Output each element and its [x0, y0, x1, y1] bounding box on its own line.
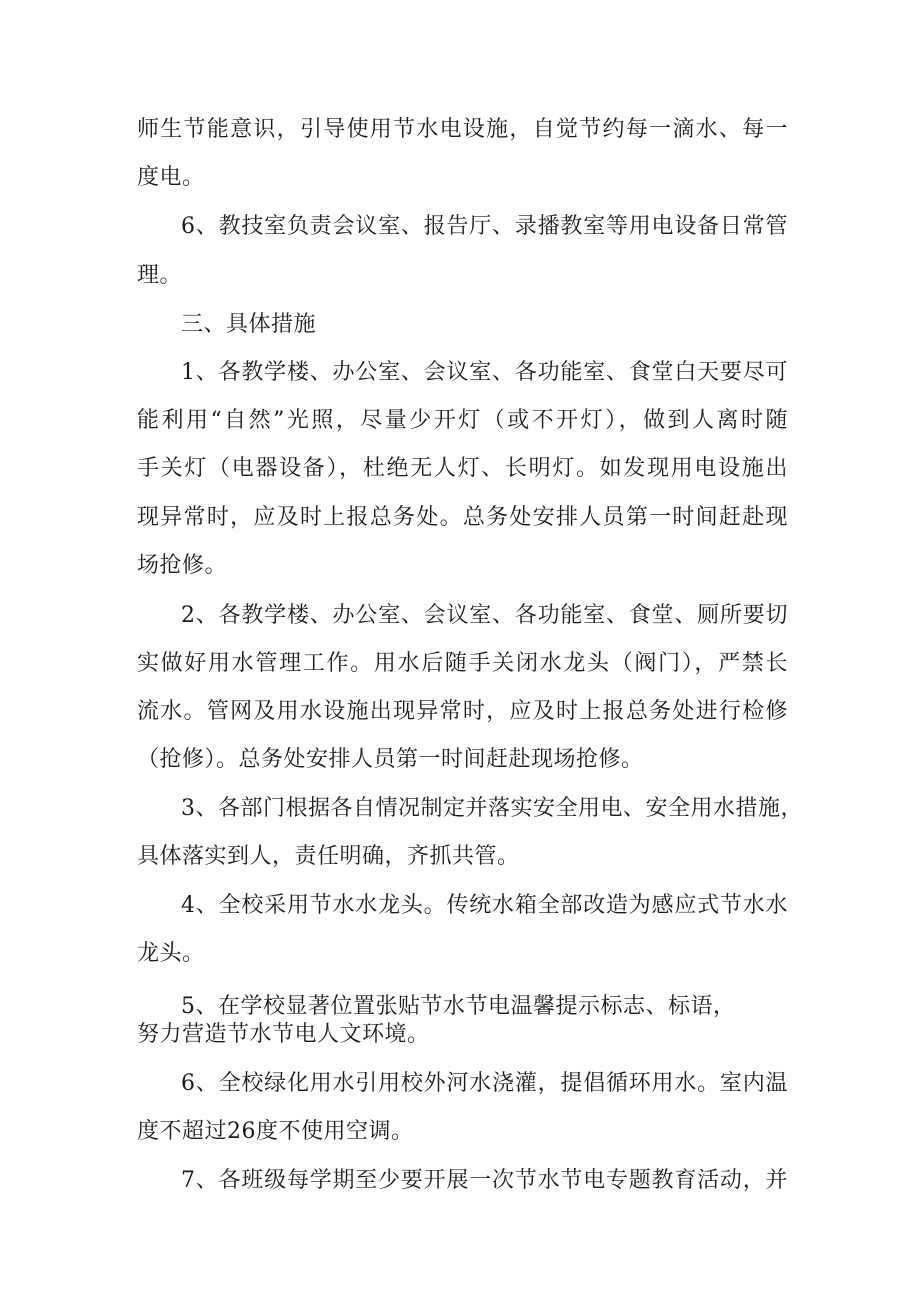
section-heading: 三、具体措施 — [181, 312, 317, 337]
text-line: 5、在学校显著位置张贴节水节电温馨提示标志、标语， — [181, 994, 736, 1019]
text-line: 2、各教学楼、办公室、会议室、各功能室、食堂、厕所要切 — [181, 603, 788, 628]
text-line: 6、全校绿化用水引用校外河水浇灌，提倡循环用水。室内温 — [181, 1071, 788, 1096]
text-line: 6、教技室负责会议室、报告厅、录播教室等用电设备日常管 — [181, 214, 788, 239]
text-line: 理。 — [137, 263, 183, 288]
text-line: 实做好用水管理工作。用水后随手关闭水龙头（阀门），严禁长 — [137, 651, 788, 676]
text-line: 龙头。 — [137, 941, 205, 966]
text-line: 1、各教学楼、办公室、会议室、各功能室、食堂白天要尽可 — [181, 360, 788, 385]
text-line: 现异常时，应及时上报总务处。总务处安排人员第一时间赶赴现 — [137, 505, 788, 530]
text-line: 度电。 — [137, 165, 205, 190]
text-line: 努力营造节水节电人文环境。 — [137, 1022, 430, 1047]
text-line: 师生节能意识，引导使用节水电设施，自觉节约每一滴水、每一 — [137, 117, 788, 142]
text-line: （抢修）。总务处安排人员第一时间赶赴现场抢修。 — [137, 747, 644, 772]
text-line: 度不超过26度不使用空调。 — [137, 1119, 414, 1144]
text-line: 能利用“自然”光照，尽量少开灯（或不开灯），做到人离时随 — [137, 408, 788, 433]
text-line: 流水。管网及用水设施出现异常时，应及时上报总务处进行检修 — [137, 699, 788, 724]
text-line: 4、全校采用节水水龙头。传统水箱全部改造为感应式节水水 — [181, 893, 788, 918]
text-line: 具体落实到人，责任明确，齐抓共管。 — [137, 844, 520, 869]
text-line: 7、各班级每学期至少要开展一次节水节电专题教育活动，并 — [181, 1168, 788, 1193]
text-line: 3、各部门根据各自情况制定并落实安全用电、安全用水措施， — [181, 796, 803, 821]
text-line: 场抢修。 — [137, 553, 228, 578]
text-line: 手关灯（电器设备），杜绝无人灯、长明灯。如发现用电设施出 — [137, 456, 788, 481]
